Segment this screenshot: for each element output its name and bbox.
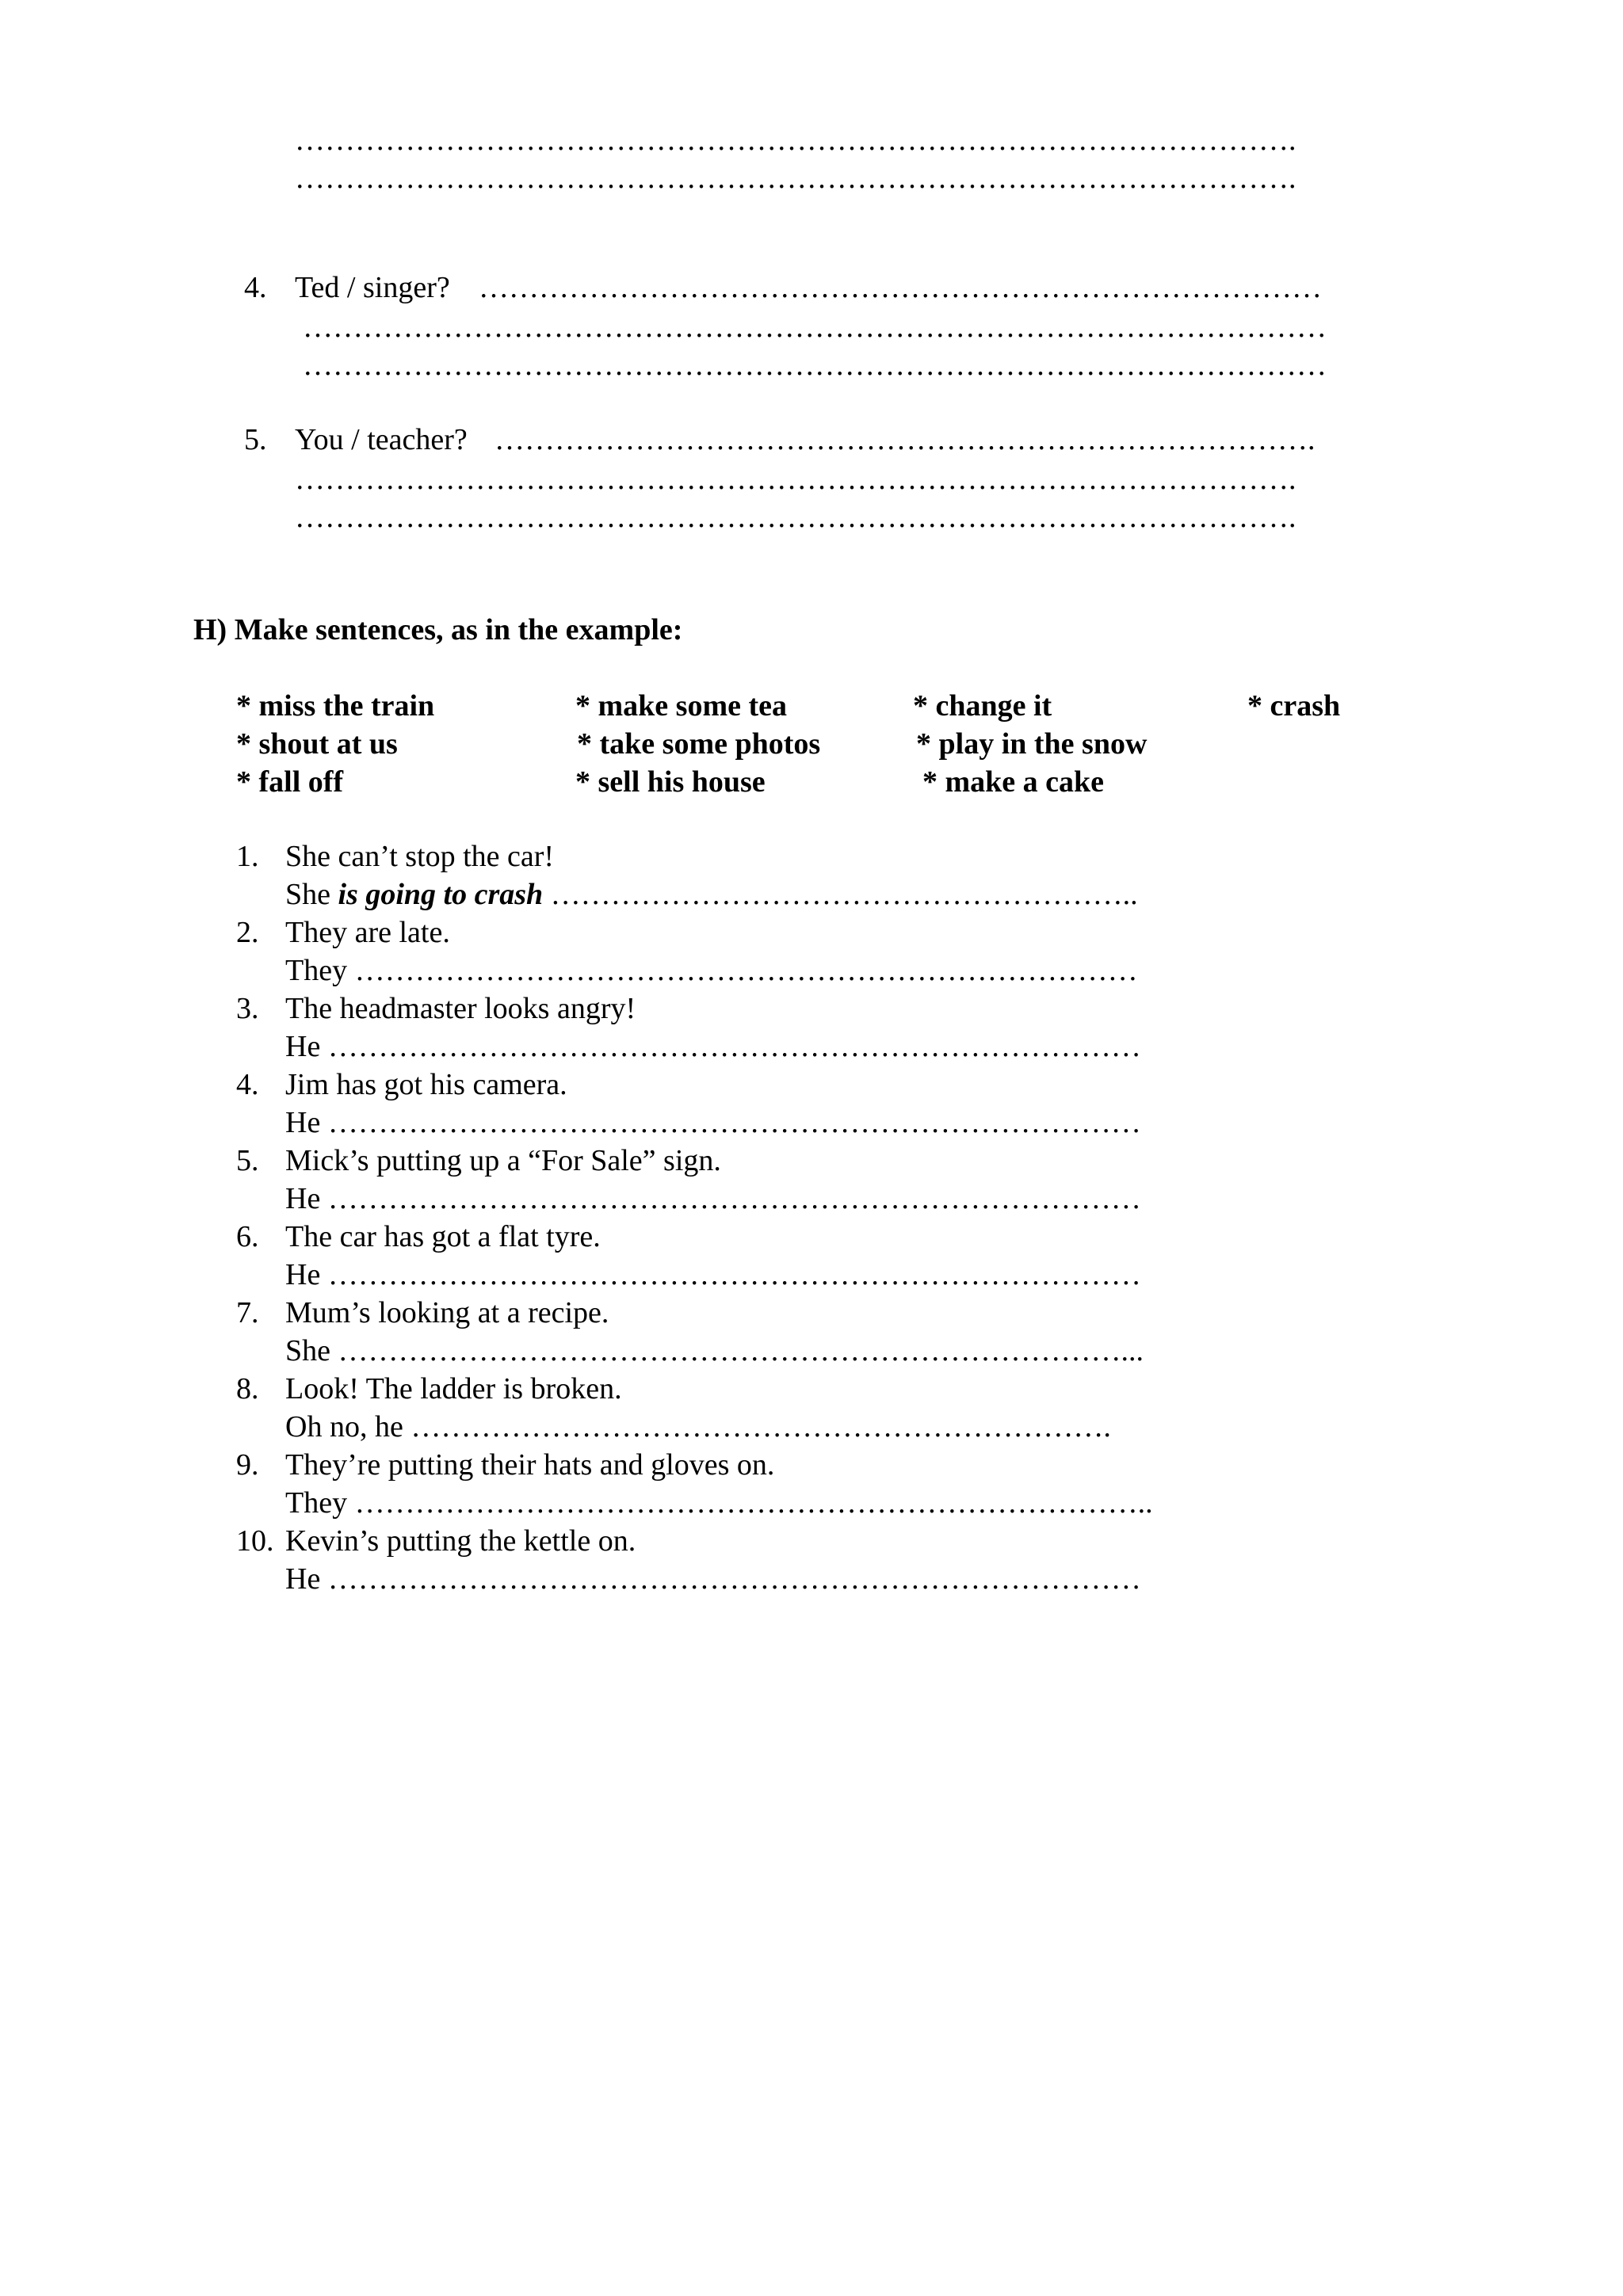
answer-row[interactable] bbox=[285, 1260, 1141, 1290]
item-number: 4. bbox=[244, 271, 267, 304]
answer-row[interactable] bbox=[285, 879, 1138, 910]
answer-dots[interactable]: ……………………………………………………………………… bbox=[327, 1182, 1141, 1215]
item-number: 2. bbox=[236, 916, 259, 949]
answer-start: She bbox=[285, 878, 338, 911]
word-bank-item: * sell his house bbox=[575, 765, 766, 799]
answer-start: They bbox=[285, 1486, 355, 1520]
answer-line[interactable]: ………………………………………………………………………. bbox=[495, 423, 1316, 456]
item-sentence: The car has got a flat tyre. bbox=[285, 1220, 601, 1253]
answer-dots[interactable]: …………………………………………………………………….. bbox=[354, 1486, 1153, 1520]
answer-line[interactable]: ………………………………………………………………………………………. bbox=[295, 463, 1296, 496]
answer-start: He bbox=[285, 1030, 328, 1063]
word-bank-item: * play in the snow bbox=[916, 727, 1148, 761]
word-bank-item: * take some photos bbox=[577, 727, 821, 761]
answer-row[interactable] bbox=[285, 1184, 1141, 1214]
answer-line[interactable]: ………………………………………………………………………………………. bbox=[295, 501, 1296, 534]
answer-start: Oh no, he bbox=[285, 1410, 411, 1444]
word-bank-item: * miss the train bbox=[236, 689, 435, 723]
item-sentence: Mick’s putting up a “For Sale” sign. bbox=[285, 1144, 721, 1177]
item-number: 9. bbox=[236, 1448, 259, 1482]
item-number: 8. bbox=[236, 1372, 259, 1405]
answer-line[interactable]: ………………………………………………………………………………………. bbox=[295, 162, 1296, 195]
answer-line[interactable]: ………………………………………………………………………… bbox=[479, 271, 1322, 304]
section-heading: H) Make sentences, as in the example: bbox=[193, 613, 683, 646]
answer-row[interactable] bbox=[285, 1488, 1153, 1518]
answer-dots[interactable]: ………………………………………………….. bbox=[543, 878, 1138, 911]
answer-dots[interactable]: ……………………………………………………………………… bbox=[327, 1562, 1141, 1596]
word-bank-item: * change it bbox=[913, 689, 1052, 723]
item-sentence: The headmaster looks angry! bbox=[285, 992, 636, 1025]
answer-dots[interactable]: ……………………………………………………………………… bbox=[327, 1106, 1141, 1139]
item-sentence: Jim has got his camera. bbox=[285, 1068, 567, 1101]
item-number: 3. bbox=[236, 992, 259, 1025]
answer-start: He bbox=[285, 1182, 328, 1215]
example-answer: is going to crash bbox=[338, 878, 544, 911]
answer-row[interactable] bbox=[285, 955, 1138, 986]
answer-line[interactable]: ………………………………………………………………………………………. bbox=[295, 124, 1296, 157]
item-number: 5. bbox=[244, 423, 267, 456]
item-sentence: They’re putting their hats and gloves on. bbox=[285, 1448, 775, 1482]
answer-row[interactable] bbox=[285, 1412, 1111, 1442]
word-bank-item: * make a cake bbox=[922, 765, 1105, 799]
word-bank-item: * fall off bbox=[236, 765, 344, 799]
answer-dots[interactable]: ……………………………………………………………. bbox=[411, 1410, 1111, 1444]
answer-dots[interactable]: ……………………………………………………………………… bbox=[327, 1030, 1141, 1063]
item-number: 5. bbox=[236, 1144, 259, 1177]
item-number: 10. bbox=[236, 1524, 274, 1558]
answer-row[interactable] bbox=[285, 1336, 1144, 1366]
answer-start: He bbox=[285, 1106, 328, 1139]
item-sentence: She can’t stop the car! bbox=[285, 840, 555, 873]
item-sentence: Mum’s looking at a recipe. bbox=[285, 1296, 609, 1329]
item-sentence: Look! The ladder is broken. bbox=[285, 1372, 622, 1405]
answer-dots[interactable]: ……………………………………………………………………... bbox=[338, 1334, 1144, 1367]
item-prompt: Ted / singer? bbox=[295, 271, 458, 304]
item-sentence: Kevin’s putting the kettle on. bbox=[285, 1524, 636, 1558]
item-number: 4. bbox=[236, 1068, 259, 1101]
answer-start: He bbox=[285, 1562, 328, 1596]
answer-dots[interactable]: ……………………………………………………………………… bbox=[327, 1258, 1141, 1291]
answer-start: They bbox=[285, 954, 355, 987]
item-number: 1. bbox=[236, 840, 259, 873]
answer-row[interactable] bbox=[285, 1032, 1141, 1062]
item-number: 7. bbox=[236, 1296, 259, 1329]
answer-start: She bbox=[285, 1334, 338, 1367]
item-prompt: You / teacher? bbox=[295, 423, 475, 456]
answer-row[interactable] bbox=[285, 1564, 1141, 1594]
word-bank-item: * crash bbox=[1247, 689, 1341, 723]
answer-line[interactable]: ………………………………………………………………………………………… bbox=[303, 311, 1327, 344]
answer-line[interactable]: ………………………………………………………………………………………… bbox=[303, 349, 1327, 382]
answer-row[interactable] bbox=[285, 1108, 1141, 1138]
item-sentence: They are late. bbox=[285, 916, 450, 949]
word-bank-item: * shout at us bbox=[236, 727, 398, 761]
item-number: 6. bbox=[236, 1220, 259, 1253]
answer-start: He bbox=[285, 1258, 328, 1291]
word-bank-item: * make some tea bbox=[575, 689, 787, 723]
answer-dots[interactable]: …………………………………………………………………… bbox=[354, 954, 1138, 987]
